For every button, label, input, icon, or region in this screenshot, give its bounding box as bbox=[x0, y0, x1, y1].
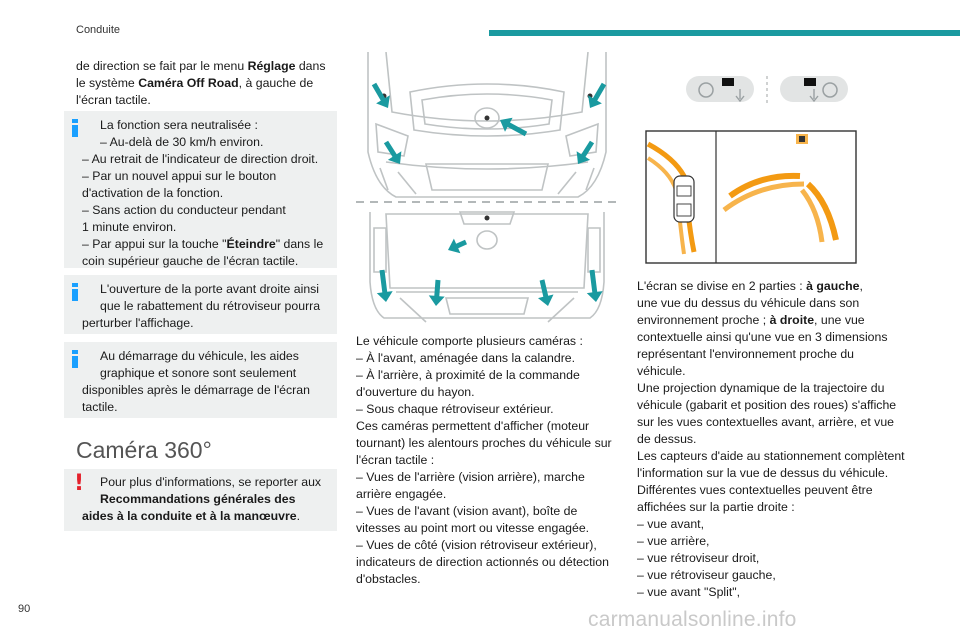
camera-arrow bbox=[372, 83, 390, 108]
text-line: – Vues de l'avant (vision avant), boîte de bbox=[356, 504, 578, 518]
text-line: Différentes vues contextuelles peuvent être bbox=[637, 483, 873, 497]
col3-text: L'écran se divise en 2 parties : à gauche, une vue du dessus du véhicule dans son environnement proche ; à droite, une vue contextuelle ainsi qu'une vue en 3 dimensions représentant l'environnement proche du véhicule. Une projection dynamique de la trajectoire du véhicule (gabarit et position des roues) s'affiche sur les vues contextuelles avant, arrière, et vue de dessus. Les capteurs d'aide au stationnement complètent l'information sur la vue de dessus du véhicule. Différentes vues contextuelles peuvent être affichées sur la partie droite : – vue avant, – vue arrière, – vue rétroviseur droit, – vue rétroviseur gauche, – vue avant "Split", bbox=[637, 278, 907, 601]
camera-arrow bbox=[587, 270, 603, 302]
text-line: affichées sur la partie droite : bbox=[637, 500, 795, 514]
left-view-icon bbox=[686, 76, 754, 102]
text-line: l'information sur la vue de dessus du véhicule. bbox=[637, 466, 889, 480]
text-line: d'obstacles. bbox=[356, 572, 421, 586]
info-box-startup: Au démarrage du véhicule, les aides graphique et sonore sont seulement disponibles après le démarrage de l'écran tactile. bbox=[64, 342, 337, 418]
text-line: Une projection dynamique de la trajectoire du bbox=[637, 381, 885, 395]
text-line: arrière engagée. bbox=[356, 487, 447, 501]
text-line: – Vues de l'arrière (vision arrière), marche bbox=[356, 470, 585, 484]
text-line: sur les vues contextuelles avant, arrière, et vue bbox=[637, 415, 894, 429]
col2-text bbox=[356, 333, 618, 588]
text-line: – vue rétroviseur droit, bbox=[637, 551, 760, 565]
camera-arrows bbox=[372, 83, 606, 306]
intro-paragraph: de direction se fait par le menu Réglage dans le système Caméra Off Road, à gauche de l'écran tactile. bbox=[76, 59, 326, 107]
camera-marker bbox=[485, 116, 490, 121]
text-line: vitesses au point mort ou vitesse engagée. bbox=[356, 521, 590, 535]
right-view-icon bbox=[780, 76, 848, 102]
camera-arrow bbox=[429, 280, 445, 306]
screen-split-diagram bbox=[640, 72, 862, 264]
vehicle-rear-view bbox=[370, 212, 604, 322]
text-line: indicateurs de direction actionnés ou détection bbox=[356, 555, 609, 569]
camera-arrow bbox=[384, 141, 402, 164]
header-accent-bar bbox=[489, 30, 960, 36]
text-line: Ces caméras permettent d'afficher (moteur bbox=[356, 419, 590, 433]
warning-icon: ! bbox=[74, 471, 85, 496]
camera-arrow bbox=[448, 239, 467, 254]
text-line: – vue rétroviseur gauche, bbox=[637, 568, 776, 582]
text-line: tournant) les alentours proches du véhicule sur bbox=[356, 436, 612, 450]
warning-box-recommendations: ! Pour plus d'informations, se reporter aux Recommandations générales des aides à la conduite et à la manœuvre. bbox=[64, 469, 337, 531]
text-line: l'écran tactile : bbox=[356, 453, 435, 467]
text-line: – Vues de côté (vision rétroviseur extérieur), bbox=[356, 538, 597, 552]
text-line: – vue avant "Split", bbox=[637, 585, 741, 599]
text-line: – À l'avant, aménagée dans la calandre. bbox=[356, 351, 576, 365]
info-box-door: L'ouverture de la porte avant droite ainsi que le rabattement du rétroviseur pourra perturber l'affichage. bbox=[64, 275, 337, 334]
text-line: – vue arrière, bbox=[637, 534, 710, 548]
info-icon bbox=[72, 283, 78, 301]
text-line: Le véhicule comporte plusieurs caméras : bbox=[356, 334, 583, 348]
text-line: – Sous chaque rétroviseur extérieur. bbox=[356, 402, 554, 416]
text-line: véhicule (gabarit et position des roues) s'affiche bbox=[637, 398, 897, 412]
text-line: de dessus. bbox=[637, 432, 697, 446]
info-icon bbox=[72, 119, 78, 137]
camera-marker bbox=[485, 216, 490, 221]
text-line: – vue avant, bbox=[637, 517, 704, 531]
watermark: carmanualsonline.info bbox=[588, 608, 797, 631]
info-icon bbox=[72, 350, 78, 368]
section-title: Caméra 360° bbox=[76, 437, 212, 463]
running-header: Conduite bbox=[76, 24, 121, 36]
page-number: 90 bbox=[18, 603, 31, 615]
text-line: – À l'arrière, à proximité de la commande bbox=[356, 368, 580, 382]
camera-location-illustration bbox=[356, 52, 618, 328]
text-line: d'ouverture du hayon. bbox=[356, 385, 475, 399]
text-line: Les capteurs d'aide au stationnement complètent bbox=[637, 449, 905, 463]
vehicle-front-view bbox=[368, 52, 606, 197]
info-box-deactivation: La fonction sera neutralisée : – Au-delà de 30 km/h environ. – Au retrait de l'indicateur de direction droit. – Par un nouvel appui sur le bouton d'activation de la fonction. – Sans action du conducteur pendant 1 minute environ. – Par appui sur la touche "Éteindre" dans le coin supérieur gauche de l'écran tactile. bbox=[64, 111, 337, 268]
